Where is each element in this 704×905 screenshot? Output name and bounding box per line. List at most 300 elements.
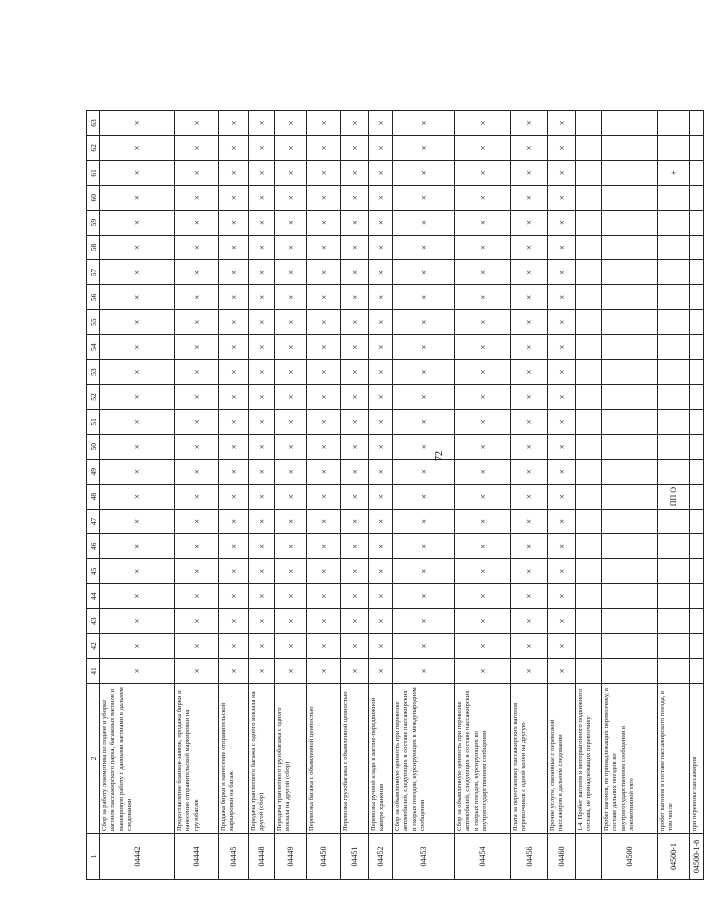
mark-cell — [690, 559, 704, 584]
mark-cell: × — [219, 484, 249, 509]
mark-cell: × — [548, 409, 576, 434]
table-row — [307, 111, 341, 880]
mark-cell — [690, 111, 704, 136]
mark-cell: × — [511, 335, 548, 360]
mark-cell: × — [369, 609, 393, 634]
mark-cell: × — [455, 385, 511, 410]
mark-cell: × — [393, 634, 455, 659]
row-name: Прочие услуги, связанные с перевозкой пассажиров в дальнем следовании — [548, 683, 576, 833]
mark-cell: × — [341, 210, 369, 235]
mark-cell: × — [219, 135, 249, 160]
mark-cell: × — [249, 484, 275, 509]
header-cell: 43 — [87, 609, 100, 634]
mark-cell: × — [341, 185, 369, 210]
mark-cell: × — [369, 534, 393, 559]
mark-cell — [658, 111, 690, 136]
mark-cell — [658, 260, 690, 285]
mark-cell: × — [548, 658, 576, 683]
mark-cell: × — [369, 634, 393, 659]
table-row — [393, 111, 455, 880]
table-row — [219, 111, 249, 880]
mark-cell — [690, 484, 704, 509]
mark-cell: × — [175, 509, 219, 534]
mark-cell: × — [249, 584, 275, 609]
table-row — [249, 111, 275, 880]
mark-cell: × — [100, 235, 175, 260]
mark-cell — [658, 434, 690, 459]
mark-cell: × — [455, 185, 511, 210]
mark-cell: × — [511, 260, 548, 285]
mark-cell: × — [455, 260, 511, 285]
mark-cell: × — [369, 260, 393, 285]
mark-cell: × — [455, 559, 511, 584]
mark-cell: × — [249, 459, 275, 484]
row-code: 04500-1 — [658, 833, 690, 879]
header-cell: 61 — [87, 160, 100, 185]
mark-cell: × — [275, 459, 307, 484]
row-name: Передача транзитного багажа с одного вокзала на другой (сбор) — [249, 683, 275, 833]
mark-cell: × — [219, 434, 249, 459]
mark-cell: × — [249, 385, 275, 410]
mark-cell: × — [393, 609, 455, 634]
mark-cell: × — [341, 235, 369, 260]
mark-cell: × — [307, 609, 341, 634]
mark-cell: × — [249, 285, 275, 310]
header-cell: 57 — [87, 260, 100, 285]
mark-cell: × — [219, 111, 249, 136]
mark-cell — [658, 285, 690, 310]
mark-cell: × — [307, 210, 341, 235]
mark-cell: × — [275, 385, 307, 410]
table-row — [455, 111, 511, 880]
row-code — [576, 833, 602, 879]
mark-cell: × — [369, 658, 393, 683]
mark-cell: × — [548, 509, 576, 534]
header-cell: 41 — [87, 658, 100, 683]
mark-cell: × — [175, 434, 219, 459]
mark-cell: × — [548, 135, 576, 160]
mark-cell: × — [548, 434, 576, 459]
mark-cell: × — [100, 509, 175, 534]
mark-cell: × — [219, 534, 249, 559]
mark-cell — [690, 135, 704, 160]
mark-cell: × — [341, 584, 369, 609]
mark-cell — [602, 111, 658, 136]
mark-cell: × — [511, 459, 548, 484]
mark-cell — [576, 135, 602, 160]
mark-cell: × — [249, 509, 275, 534]
mark-cell — [602, 559, 658, 584]
mark-cell — [602, 360, 658, 385]
mark-cell: × — [307, 534, 341, 559]
mark-cell — [658, 584, 690, 609]
mark-cell: × — [249, 609, 275, 634]
mark-cell: × — [175, 534, 219, 559]
mark-cell — [690, 634, 704, 659]
header-cell: 50 — [87, 434, 100, 459]
mark-cell: × — [175, 385, 219, 410]
header-cell: 56 — [87, 285, 100, 310]
mark-cell: × — [307, 111, 341, 136]
mark-cell: × — [100, 534, 175, 559]
mark-cell: × — [369, 484, 393, 509]
row-code: 04452 — [369, 833, 393, 879]
row-name: Пробег вагонов, не принадлежащих перевозчику, в составе дальних поездов во внутригосударственном сообщении в локомотивной тяге — [602, 683, 658, 833]
mark-cell: × — [175, 609, 219, 634]
mark-cell: × — [219, 409, 249, 434]
mark-cell: × — [369, 584, 393, 609]
page-number: 72 — [434, 451, 445, 461]
header-cell: 62 — [87, 135, 100, 160]
row-code: 04454 — [455, 833, 511, 879]
mark-cell: × — [175, 409, 219, 434]
mark-cell: × — [307, 260, 341, 285]
mark-cell: × — [341, 434, 369, 459]
mark-cell: × — [393, 534, 455, 559]
mark-cell: × — [275, 210, 307, 235]
mark-cell: × — [307, 360, 341, 385]
mark-cell — [602, 534, 658, 559]
row-name: Передача транзитного грузобагажа с одного вокзала на другой (сбор) — [275, 683, 307, 833]
mark-cell — [658, 385, 690, 410]
mark-cell — [658, 235, 690, 260]
mark-cell: × — [219, 360, 249, 385]
mark-cell: × — [548, 160, 576, 185]
mark-cell — [576, 285, 602, 310]
mark-cell — [602, 210, 658, 235]
mark-cell: × — [455, 434, 511, 459]
mark-cell: × — [307, 434, 341, 459]
mark-cell: × — [511, 210, 548, 235]
mark-cell: × — [548, 459, 576, 484]
mark-cell: × — [341, 609, 369, 634]
mark-cell: × — [341, 559, 369, 584]
mark-cell: × — [393, 559, 455, 584]
mark-cell: × — [548, 360, 576, 385]
mark-cell: × — [100, 385, 175, 410]
mark-cell: × — [219, 459, 249, 484]
mark-cell: × — [455, 160, 511, 185]
mark-cell: × — [175, 360, 219, 385]
mark-cell: × — [341, 135, 369, 160]
mark-cell: × — [275, 534, 307, 559]
mark-cell — [576, 210, 602, 235]
table-row — [369, 111, 393, 880]
mark-cell: × — [219, 634, 249, 659]
mark-cell — [602, 185, 658, 210]
mark-cell — [576, 534, 602, 559]
mark-cell: × — [511, 235, 548, 260]
mark-cell — [602, 434, 658, 459]
mark-cell: × — [249, 360, 275, 385]
mark-cell: × — [275, 559, 307, 584]
mark-cell: × — [511, 135, 548, 160]
mark-cell: × — [219, 385, 249, 410]
mark-cell: × — [341, 360, 369, 385]
mark-cell — [658, 459, 690, 484]
table-row — [690, 111, 704, 880]
header-cell: 53 — [87, 360, 100, 385]
mark-cell — [576, 185, 602, 210]
mark-cell: × — [275, 484, 307, 509]
mark-cell: × — [341, 335, 369, 360]
mark-cell: × — [393, 210, 455, 235]
mark-cell: × — [369, 235, 393, 260]
mark-cell: × — [548, 285, 576, 310]
mark-cell: × — [100, 260, 175, 285]
mark-cell — [658, 135, 690, 160]
mark-cell — [576, 409, 602, 434]
mark-cell: × — [249, 185, 275, 210]
table-row — [341, 111, 369, 880]
row-name: при перевозке пассажиров — [690, 683, 704, 833]
mark-cell: × — [548, 609, 576, 634]
mark-cell: × — [369, 360, 393, 385]
mark-cell: × — [369, 111, 393, 136]
mark-cell: × — [249, 534, 275, 559]
mark-cell: × — [275, 360, 307, 385]
mark-cell: × — [548, 111, 576, 136]
mark-cell: × — [219, 185, 249, 210]
row-name: Продажа бирки и нанесение отправительской маркировки на багаж — [219, 683, 249, 833]
header-cell: 55 — [87, 310, 100, 335]
mark-cell: × — [393, 360, 455, 385]
mark-cell: × — [275, 260, 307, 285]
mark-cell — [658, 658, 690, 683]
mark-cell: × — [275, 335, 307, 360]
mark-cell: × — [393, 260, 455, 285]
mark-cell: × — [275, 135, 307, 160]
mark-cell: × — [341, 111, 369, 136]
mark-cell — [602, 285, 658, 310]
mark-cell — [658, 335, 690, 360]
mark-cell — [658, 634, 690, 659]
mark-cell: × — [175, 459, 219, 484]
mark-cell: × — [219, 285, 249, 310]
table-row — [175, 111, 219, 880]
mark-cell: × — [548, 185, 576, 210]
mark-cell — [602, 634, 658, 659]
header-cell: 2 — [87, 683, 100, 833]
mark-cell — [658, 609, 690, 634]
mark-cell — [602, 509, 658, 534]
mark-cell: × — [100, 111, 175, 136]
mark-cell: × — [100, 335, 175, 360]
mark-cell: × — [219, 658, 249, 683]
mark-cell: × — [393, 310, 455, 335]
mark-cell: × — [307, 335, 341, 360]
mark-cell: × — [455, 459, 511, 484]
mark-cell: × — [455, 509, 511, 534]
mark-cell: × — [393, 135, 455, 160]
mark-cell — [690, 210, 704, 235]
row-code: 04500 — [602, 833, 658, 879]
mark-cell — [690, 584, 704, 609]
mark-cell: × — [249, 409, 275, 434]
mark-cell: × — [548, 385, 576, 410]
mark-cell: × — [219, 160, 249, 185]
mark-cell: × — [307, 185, 341, 210]
mark-cell: × — [369, 509, 393, 534]
mark-cell: × — [369, 409, 393, 434]
mark-cell: × — [307, 484, 341, 509]
mark-cell: × — [307, 409, 341, 434]
mark-cell — [576, 260, 602, 285]
mark-cell — [576, 160, 602, 185]
mark-cell: × — [100, 484, 175, 509]
mark-cell: × — [511, 310, 548, 335]
mark-cell: × — [249, 658, 275, 683]
mark-cell: × — [511, 385, 548, 410]
mark-cell: × — [100, 185, 175, 210]
mark-cell — [576, 385, 602, 410]
mark-cell: × — [369, 210, 393, 235]
row-name: 1.4. Пробег вагонов и моторвагонного подвижного состава, не принадлежащих перевозчику — [576, 683, 602, 833]
mark-cell: × — [341, 409, 369, 434]
mark-cell — [602, 235, 658, 260]
header-cell: 47 — [87, 509, 100, 534]
mark-cell: × — [455, 534, 511, 559]
mark-cell: × — [219, 260, 249, 285]
mark-cell: × — [307, 459, 341, 484]
mark-cell: × — [341, 285, 369, 310]
mark-cell: × — [369, 285, 393, 310]
mark-cell: × — [393, 235, 455, 260]
mark-cell — [690, 260, 704, 285]
header-cell: 49 — [87, 459, 100, 484]
mark-cell: × — [511, 111, 548, 136]
mark-cell — [690, 335, 704, 360]
mark-cell: × — [369, 459, 393, 484]
mark-cell: × — [369, 335, 393, 360]
mark-cell: × — [548, 484, 576, 509]
mark-cell: × — [455, 360, 511, 385]
mark-cell: × — [393, 658, 455, 683]
mark-cell: × — [249, 335, 275, 360]
table-rotator — [86, 110, 701, 880]
mark-cell — [602, 135, 658, 160]
header-cell: 48 — [87, 484, 100, 509]
mark-cell — [658, 509, 690, 534]
mark-cell: × — [249, 160, 275, 185]
mark-cell: × — [275, 658, 307, 683]
mark-cell: × — [249, 135, 275, 160]
mark-cell — [576, 360, 602, 385]
mark-cell: × — [455, 210, 511, 235]
mark-cell: × — [369, 185, 393, 210]
row-name: Предоставление бланков-заявок, продажа бирки и нанесение отправительской маркировки на грузобагаж — [175, 683, 219, 833]
mark-cell — [602, 658, 658, 683]
mark-cell: × — [249, 559, 275, 584]
row-name: Сбор за объявленную ценность при перевозке автомобилей, следующих в составе пассажирских и скорых поездов, курсирующих во внутригосударственном сообщении — [455, 683, 511, 833]
mark-cell: × — [275, 185, 307, 210]
mark-cell: × — [249, 434, 275, 459]
mark-cell: × — [455, 335, 511, 360]
mark-cell: × — [455, 135, 511, 160]
mark-cell: ПП О — [658, 484, 690, 509]
row-name: Сбор за работу локомотива по подаче и уборке вагонов пассажирского парка, багажных вагонов и маневровую работу с данными вагонами в дальнем следовании — [100, 683, 175, 833]
row-name: Перевозка багажа с объявленной ценностью — [307, 683, 341, 833]
mark-cell: × — [307, 509, 341, 534]
row-name: Сбор за объявленную ценность при перевозке автомобилей, следующих в составе пассажирских и скорых поездов, курсирующих в международном сообщении — [393, 683, 455, 833]
mark-cell: × — [307, 584, 341, 609]
row-name: Перевозка ручной клади в вагоне-передвижной камере хранения — [369, 683, 393, 833]
header-cell: 44 — [87, 584, 100, 609]
mark-cell: × — [175, 559, 219, 584]
mark-cell: × — [175, 584, 219, 609]
mark-cell: × — [393, 509, 455, 534]
mark-cell: × — [275, 509, 307, 534]
mark-cell: × — [548, 634, 576, 659]
row-code: 04450 — [307, 833, 341, 879]
mark-cell: × — [307, 135, 341, 160]
header-cell: 63 — [87, 111, 100, 136]
mark-cell — [576, 634, 602, 659]
mark-cell: × — [219, 584, 249, 609]
mark-cell: × — [455, 484, 511, 509]
mark-cell: × — [455, 658, 511, 683]
mark-cell: × — [175, 260, 219, 285]
mark-cell — [658, 185, 690, 210]
header-cell: 60 — [87, 185, 100, 210]
mark-cell — [576, 658, 602, 683]
table-row — [100, 111, 175, 880]
mark-cell: × — [393, 584, 455, 609]
mark-cell — [602, 484, 658, 509]
mark-cell: × — [100, 285, 175, 310]
mark-cell: × — [548, 210, 576, 235]
mark-cell: × — [219, 335, 249, 360]
mark-cell — [576, 111, 602, 136]
mark-cell: × — [341, 509, 369, 534]
mark-cell — [690, 285, 704, 310]
header-cell: 54 — [87, 335, 100, 360]
mark-cell — [690, 385, 704, 410]
mark-cell: × — [249, 634, 275, 659]
row-code: 04442 — [100, 833, 175, 879]
mark-cell: × — [275, 285, 307, 310]
table-row — [576, 111, 602, 880]
mark-cell: × — [100, 310, 175, 335]
header-cell: 58 — [87, 235, 100, 260]
mark-cell: × — [175, 235, 219, 260]
mark-cell: × — [548, 260, 576, 285]
mark-cell: × — [275, 634, 307, 659]
mark-cell — [576, 609, 602, 634]
row-code: 04460 — [548, 833, 576, 879]
mark-cell: × — [175, 111, 219, 136]
table-row — [548, 111, 576, 880]
mark-cell — [602, 409, 658, 434]
mark-cell: × — [275, 434, 307, 459]
row-name: пробег вагонов в составе пассажирского поезда, в том числе — [658, 683, 690, 833]
mark-cell: × — [511, 484, 548, 509]
mark-cell: × — [100, 160, 175, 185]
mark-cell: × — [307, 385, 341, 410]
mark-cell: × — [369, 385, 393, 410]
mark-cell: × — [341, 459, 369, 484]
mark-cell: × — [369, 135, 393, 160]
mark-cell — [690, 360, 704, 385]
mark-cell: × — [307, 658, 341, 683]
mark-cell — [658, 559, 690, 584]
mark-cell: × — [100, 135, 175, 160]
mark-cell — [602, 459, 658, 484]
row-code: 04451 — [341, 833, 369, 879]
row-code: 04449 — [275, 833, 307, 879]
row-code: 04456 — [511, 833, 548, 879]
row-code: 04500-1-8 — [690, 833, 704, 879]
